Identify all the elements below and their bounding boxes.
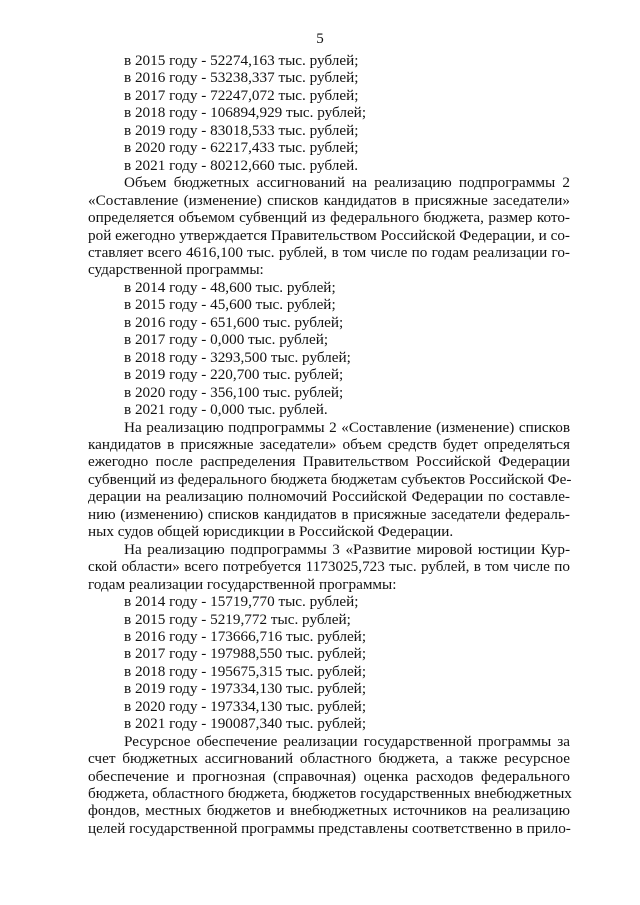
list-item: в 2018 году - 106894,929 тыс. рублей;	[124, 104, 367, 122]
page-number: 5	[316, 31, 324, 47]
paragraph-line: кандидатов в присяжные заседатели» объем средств будет определяться	[88, 435, 570, 453]
list-item: в 2019 году - 83018,533 тыс. рублей;	[124, 121, 359, 139]
paragraph-line: фондов, местных бюджетов и внебюджетных источников на реализацию	[88, 802, 570, 820]
paragraph-line: ставляет всего 4616,100 тыс. рублей, в том числе по годам реализации го-	[88, 243, 570, 261]
list-item: в 2015 году - 45,600 тыс. рублей;	[124, 296, 336, 314]
list-item: в 2016 году - 173666,716 тыс. рублей;	[124, 627, 367, 645]
list-item: в 2014 году - 48,600 тыс. рублей;	[124, 278, 336, 296]
list-item: в 2019 году - 197334,130 тыс. рублей;	[124, 680, 367, 698]
list-item: в 2018 году - 3293,500 тыс. рублей;	[124, 348, 351, 366]
paragraph-subprogram-2-volume	[88, 174, 570, 279]
paragraph-line: сударственной программы:	[88, 261, 264, 279]
list-item: в 2015 году - 52274,163 тыс. рублей;	[124, 52, 359, 69]
paragraph-line: бюджета, областного бюджета, бюджетов государственных внебюджетных	[88, 785, 572, 803]
paragraph-line: дерации на реализацию полномочий Российской Федерации по составле-	[88, 488, 570, 506]
list-item: в 2019 году - 220,700 тыс. рублей;	[124, 366, 344, 384]
paragraph-subprogram-2-distribution	[88, 419, 570, 541]
page-body	[88, 52, 570, 837]
paragraph-resource-provision	[88, 733, 570, 838]
paragraph-line: Ресурсное обеспечение реализации государственной программы за	[124, 732, 570, 750]
paragraph-line: ежегодно после распределения Правительством Российской Федерации	[88, 453, 570, 471]
paragraph-line: рой ежегодно утверждается Правительством Российской Федерации, и со-	[88, 226, 570, 244]
list-item: в 2020 году - 356,100 тыс. рублей;	[124, 383, 344, 401]
list-item: в 2016 году - 53238,337 тыс. рублей;	[124, 69, 359, 87]
list-item: в 2021 году - 80212,660 тыс. рублей.	[124, 156, 359, 174]
list-item: в 2021 году - 0,000 тыс. рублей.	[124, 401, 328, 419]
funding-list-subprogram-3	[88, 593, 570, 733]
paragraph-line: субвенций из федерального бюджета бюджетам субъектов Российской Фе-	[88, 470, 572, 488]
paragraph-line: годам реализации государственной программы:	[88, 575, 397, 593]
paragraph-subprogram-3	[88, 541, 570, 593]
paragraph-line: счет бюджетных ассигнований областного бюджета, а также ресурсное	[88, 750, 570, 768]
list-item: в 2017 году - 197988,550 тыс. рублей;	[124, 645, 367, 663]
paragraph-line: На реализацию подпрограммы 2 «Составление (изменение) списков	[124, 418, 570, 436]
paragraph-line: ской области» всего потребуется 1173025,723 тыс. рублей, в том числе по	[88, 558, 570, 576]
paragraph-line: определяется объемом субвенций из федерального бюджета, размер кото-	[88, 209, 570, 227]
paragraph-line: ных судов общей юрисдикции в Российской Федерации.	[88, 523, 454, 541]
list-item: в 2017 году - 72247,072 тыс. рублей;	[124, 86, 359, 104]
list-item: в 2014 году - 15719,770 тыс. рублей;	[124, 593, 359, 611]
paragraph-line: нию (изменению) списков кандидатов в присяжные заседатели федераль-	[88, 505, 570, 523]
list-item: в 2015 году - 5219,772 тыс. рублей;	[124, 610, 351, 628]
list-item: в 2020 году - 62217,433 тыс. рублей;	[124, 139, 359, 157]
list-item: в 2020 году - 197334,130 тыс. рублей;	[124, 697, 367, 715]
list-item: в 2021 году - 190087,340 тыс. рублей;	[124, 715, 367, 733]
paragraph-line: Объем бюджетных ассигнований на реализацию подпрограммы 2	[124, 174, 570, 192]
paragraph-line: обеспечение и прогнозная (справочная) оценка расходов федерального	[88, 767, 570, 785]
list-item: в 2017 году - 0,000 тыс. рублей;	[124, 331, 329, 349]
paragraph-line: целей государственной программы представлены соответственно в прило-	[88, 819, 571, 837]
paragraph-line: На реализацию подпрограммы 3 «Развитие мировой юстиции Кур-	[124, 540, 570, 558]
funding-list-2015-2021	[88, 52, 570, 174]
paragraph-line: «Составление (изменение) списков кандидатов в присяжные заседатели»	[88, 191, 570, 209]
list-item: в 2018 году - 195675,315 тыс. рублей;	[124, 662, 367, 680]
funding-list-subprogram-2	[88, 279, 570, 419]
list-item: в 2016 году - 651,600 тыс. рублей;	[124, 313, 344, 331]
